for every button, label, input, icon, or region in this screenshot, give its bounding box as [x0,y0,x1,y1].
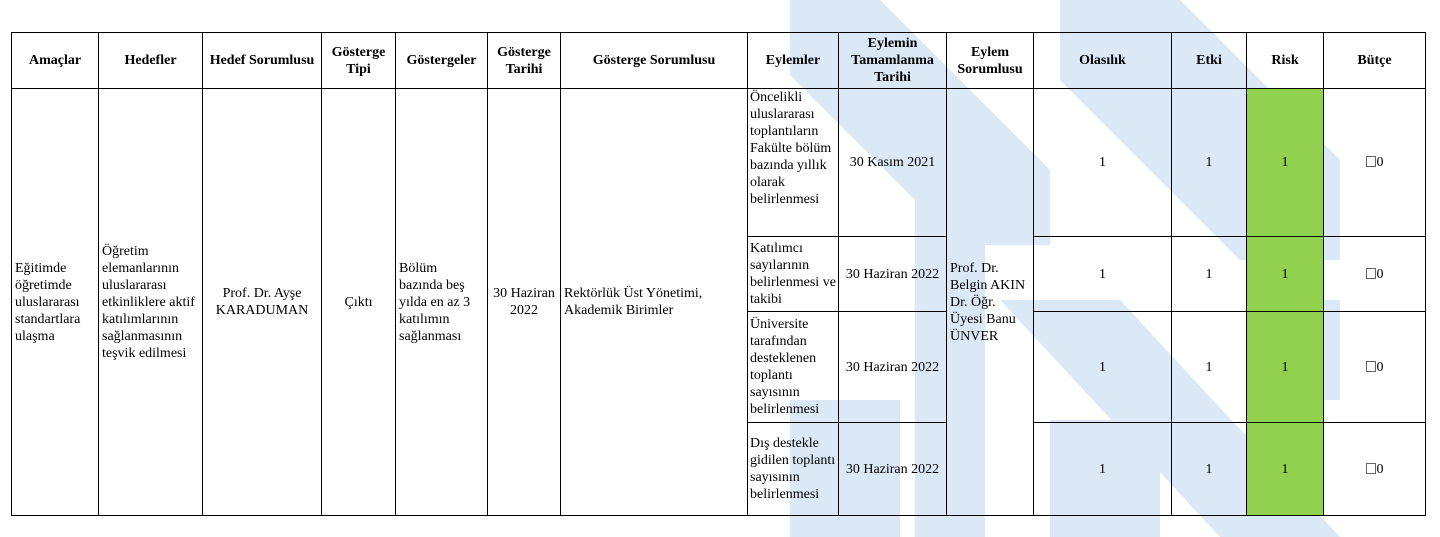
cell-risk: 1 [1247,237,1324,312]
cell-etki: 1 [1172,89,1247,237]
header-hedef-sorumlusu: Hedef Sorumlusu [203,33,322,89]
cell-olasilik: 1 [1034,312,1172,423]
cell-risk: 1 [1247,89,1324,237]
checkbox-icon [1366,268,1376,279]
cell-eylem: Katılımcı sayılarının belirlenmesi ve takibi [748,237,839,312]
cell-gosterge-tarihi: 30 Haziran 2022 [488,89,561,516]
cell-olasilik: 1 [1034,89,1172,237]
header-gostergeler: Göstergeler [396,33,488,89]
cell-gosterge: Bölüm bazında beş yılda en az 3 katılımın sağlanması [396,89,488,516]
header-gosterge-tipi: Gösterge Tipi [322,33,396,89]
butce-value: 0 [1376,359,1384,375]
cell-risk: 1 [1247,423,1324,516]
cell-amac: Eğitimde öğretimde uluslararası standartlara ulaşma [12,89,99,516]
butce-value: 0 [1376,461,1384,477]
butce-value: 0 [1376,266,1384,282]
cell-gosterge-tipi: Çıktı [322,89,396,516]
cell-eylem: Üniversite tarafından desteklenen toplantı sayısının belirlenmesi [748,312,839,423]
header-eylem-sorumlusu: Eylem Sorumlusu [947,33,1034,89]
checkbox-icon [1366,361,1376,372]
checkbox-icon [1366,463,1376,474]
cell-olasilik: 1 [1034,423,1172,516]
cell-eylem-tarihi: 30 Haziran 2022 [839,423,947,516]
header-risk: Risk [1247,33,1324,89]
cell-butce [1324,89,1426,237]
cell-risk: 1 [1247,312,1324,423]
butce-value: 0 [1376,155,1384,170]
cell-eylem-tarihi: 30 Haziran 2022 [839,312,947,423]
header-etki: Etki [1172,33,1247,89]
cell-eylem: Dış destekle gidilen toplantı sayısının belirlenmesi [748,423,839,516]
header-butce: Bütçe [1324,33,1426,89]
cell-hedef-sorumlusu: Prof. Dr. Ayşe KARADUMAN [203,89,322,516]
table-row [12,89,1426,237]
checkbox-icon [1366,156,1376,167]
header-amaclar: Amaçlar [12,33,99,89]
cell-gosterge-sorumlusu: Rektörlük Üst Yönetimi, Akademik Birimler [561,89,748,516]
cell-butce [1324,423,1426,516]
header-gosterge-tarihi: Gösterge Tarihi [488,33,561,89]
cell-hedef: Öğretim elemanlarının uluslararası etkinliklere aktif katılımlarının sağlanmasının teşvik edilmesi [99,89,203,516]
cell-eylem-tarihi: 30 Haziran 2022 [839,237,947,312]
cell-eylem-sorumlusu: Prof. Dr. Belgin AKIN Dr. Öğr. Üyesi Banu ÜNVER [947,89,1034,516]
cell-etki: 1 [1172,423,1247,516]
header-gosterge-sorumlusu: Gösterge Sorumlusu [561,33,748,89]
header-hedefler: Hedefler [99,33,203,89]
cell-etki: 1 [1172,312,1247,423]
cell-olasilik: 1 [1034,237,1172,312]
header-eylemin-tamamlanma-tarihi: Eylemin Tamamlanma Tarihi [839,33,947,89]
cell-eylem: Öncelikli uluslararası toplantıların Fakülte bölüm bazında yıllık olarak belirlenmesi [748,89,839,237]
cell-butce [1324,312,1426,423]
cell-eylem-tarihi: 30 Kasım 2021 [839,89,947,237]
header-eylemler: Eylemler [748,33,839,89]
cell-butce [1324,237,1426,312]
strategic-plan-table [11,32,1426,516]
header-row [12,33,1426,89]
cell-etki: 1 [1172,237,1247,312]
header-olasilik: Olasılık [1034,33,1172,89]
